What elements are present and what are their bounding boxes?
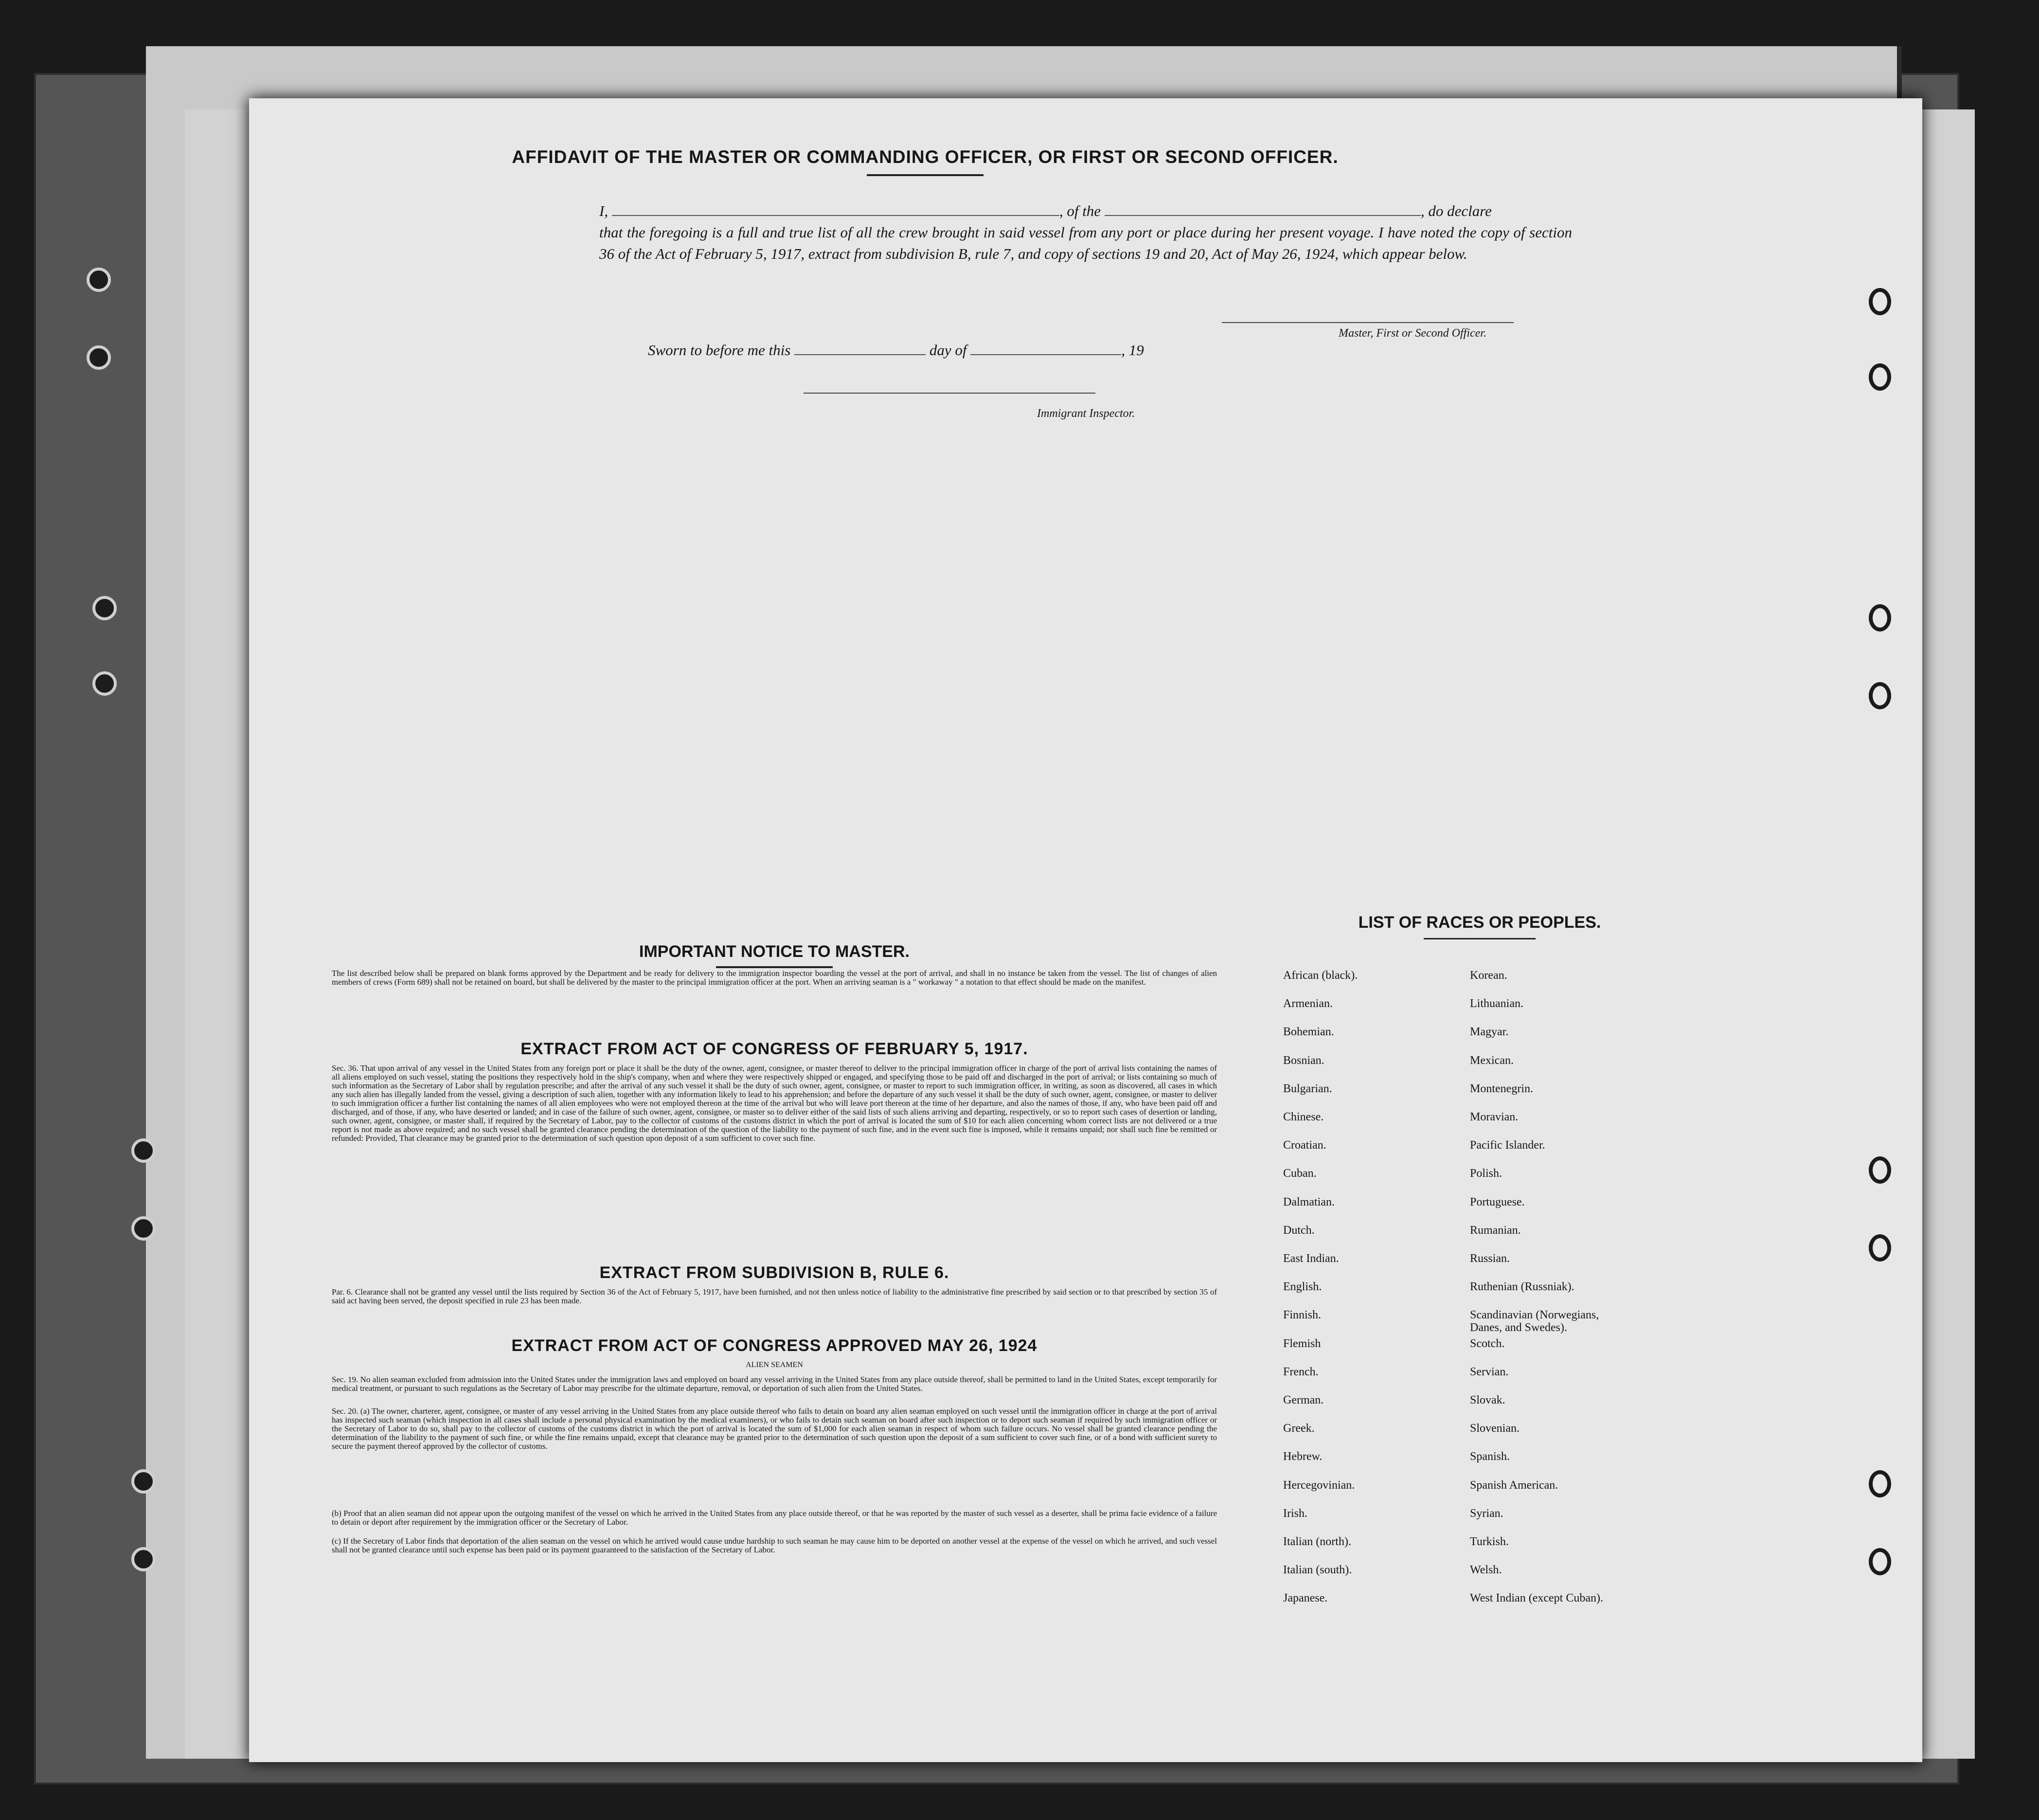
- binder-hole: [131, 1469, 156, 1494]
- do-declare-label: , do declare: [1420, 202, 1492, 219]
- day-of-label: day of: [929, 342, 967, 359]
- declaration-line: [599, 200, 1572, 222]
- race-item: Mexican.: [1470, 1054, 1514, 1067]
- races-title: LIST OF RACES OR PEOPLES.: [1261, 913, 1699, 939]
- race-item: Irish.: [1283, 1507, 1307, 1520]
- race-item: West Indian (except Cuban).: [1470, 1592, 1603, 1604]
- race-item: Japanese.: [1283, 1592, 1328, 1604]
- act-1924-sec19: Sec. 19. No alien seaman excluded from admission into the United States under the immigration laws and employed on board any vessel arriving in the United States from any place outside thereof, shall be permitted to land in the United States, except temporarily for medical treatment, or pursuant to such regulations as the Secretary of Labor may prescribe for the ultimate departure, removal, or deportation of such alien from the United States.: [332, 1375, 1217, 1393]
- binder-hole: [92, 671, 117, 696]
- binder-hole: [131, 1216, 156, 1241]
- act-1924-title: EXTRACT FROM ACT OF CONGRESS APPROVED MAY 26, 1924: [511, 1336, 1037, 1355]
- notice-text: The list described below shall be prepared on blank forms approved by the Department and be ready for delivery to the immigration inspector boarding the vessel at the port of arrival, and shall in no instance be taken from the vessel. The list of changes of alien members of crews (Form 689) shall not be retained on board, but shall be delivered by the master to the principal immigration officer at the port. When an arriving seaman is a " workaway " a notation to that effect should be made on the manifest.: [332, 969, 1217, 987]
- signature-line: [1222, 322, 1514, 323]
- punch-hole: [1869, 1470, 1891, 1497]
- inspector-signature-line: [804, 393, 1095, 394]
- race-item: Croatian.: [1283, 1139, 1326, 1152]
- sworn-line: [648, 342, 1523, 359]
- race-item: Polish.: [1470, 1167, 1502, 1180]
- binder-hole: [92, 596, 117, 620]
- act-1924-sec20c: (c) If the Secretary of Labor finds that deportation of the alien seaman on the vessel on which he arrived would cause undue hardship to such seaman he may cause him to be deported on another vessel at the expense of the vessel on which he arrived, and such vessel shall not be granted clearance until such expense has been paid or its payment guaranteed to the satisfaction of the Secretary of Labor.: [332, 1536, 1217, 1554]
- punch-hole: [1869, 288, 1891, 315]
- i-label: I,: [599, 202, 608, 219]
- binder-hole: [87, 345, 111, 370]
- binder-hole: [131, 1547, 156, 1571]
- inspector-caption: Immigrant Inspector.: [1037, 407, 1135, 420]
- race-item: Korean.: [1470, 969, 1507, 982]
- month-blank: [970, 342, 1121, 355]
- of-the-label: , of the: [1059, 202, 1101, 219]
- race-item: Bosnian.: [1283, 1054, 1324, 1067]
- race-item: Finnish.: [1283, 1309, 1322, 1321]
- act-1924-sec20b: (b) Proof that an alien seaman did not appear upon the outgoing manifest of the vessel on which he arrived in the United States from any place outside thereof, or that he was reported by the master of such vessel as a deserter, shall be prima facie evidence of a failure to detain or deport after requirement by the immigration officer or the Secretary of Labor.: [332, 1509, 1217, 1527]
- race-item: Turkish.: [1470, 1535, 1509, 1548]
- race-item: Bohemian.: [1283, 1026, 1334, 1038]
- race-item: Welsh.: [1470, 1564, 1502, 1576]
- race-item: Syrian.: [1470, 1507, 1503, 1520]
- race-item: Slovak.: [1470, 1394, 1505, 1406]
- race-item: Flemish: [1283, 1337, 1321, 1350]
- race-item: Armenian.: [1283, 997, 1333, 1010]
- binder-hole: [131, 1138, 156, 1163]
- affidavit-body: [599, 200, 1572, 265]
- notice-title: IMPORTANT NOTICE TO MASTER.: [332, 942, 1217, 968]
- race-item: Montenegrin.: [1470, 1082, 1533, 1095]
- race-item: Lithuanian.: [1470, 997, 1523, 1010]
- race-item: Spanish American.: [1470, 1479, 1558, 1492]
- punch-hole: [1869, 682, 1891, 709]
- signature-caption: Master, First or Second Officer.: [1339, 327, 1486, 340]
- race-item: Italian (south).: [1283, 1564, 1352, 1576]
- declaration-text: that the foregoing is a full and true list of all the crew brought in said vessel from any port or place during her present voyage. I have noted the copy of section 36 of the Act of February 5, 1917, extract from subdivision B, rule 7, and copy of sections 19 and 20, Act of May 26, 1924, which appear below.: [599, 224, 1572, 262]
- race-item: English.: [1283, 1280, 1322, 1293]
- race-item: German.: [1283, 1394, 1324, 1406]
- rule-6-text: Par. 6. Clearance shall not be granted any vessel until the lists required by Section 36 of the Act of February 5, 1917, have been furnished, and not then unless notice of liability to the administrative fine prescribed by said section or to that prescribed by section 35 of said act having been served, the deposit specified in rule 23 has been made.: [332, 1287, 1217, 1305]
- day-blank: [794, 342, 926, 355]
- race-item: Scotch.: [1470, 1337, 1505, 1350]
- race-item: Hebrew.: [1283, 1450, 1323, 1463]
- race-item: Dutch.: [1283, 1224, 1315, 1237]
- race-item: Scandinavian (Norwegians, Danes, and Swedes).: [1470, 1309, 1599, 1334]
- punch-hole: [1869, 604, 1891, 631]
- race-item: Dalmatian.: [1283, 1196, 1335, 1208]
- race-item: Spanish.: [1470, 1450, 1510, 1463]
- act-1924-subtitle: ALIEN SEAMEN: [746, 1361, 803, 1369]
- race-item: Cuban.: [1283, 1167, 1317, 1180]
- sworn-prefix: Sworn to before me this: [648, 342, 791, 359]
- punch-hole: [1869, 1234, 1891, 1261]
- race-item: Ruthenian (Russniak).: [1470, 1280, 1574, 1293]
- act-1917-title: EXTRACT FROM ACT OF CONGRESS OF FEBRUARY 5, 1917.: [520, 1040, 1028, 1058]
- race-item: Hercegovinian.: [1283, 1479, 1355, 1492]
- document-page: [249, 98, 1922, 1762]
- punch-hole: [1869, 363, 1891, 391]
- affidavit-title: AFFIDAVIT OF THE MASTER OR COMMANDING OFFICER, OR FIRST OR SECOND OFFICER.: [249, 147, 1601, 176]
- race-item: Chinese.: [1283, 1111, 1324, 1123]
- race-item: African (black).: [1283, 969, 1358, 982]
- punch-hole: [1869, 1156, 1891, 1184]
- race-item: Italian (north).: [1283, 1535, 1351, 1548]
- rule-6-title: EXTRACT FROM SUBDIVISION B, RULE 6.: [599, 1263, 949, 1282]
- race-item: Magyar.: [1470, 1026, 1509, 1038]
- binder-hole: [87, 268, 111, 292]
- race-item: Greek.: [1283, 1422, 1315, 1435]
- race-item: Moravian.: [1470, 1111, 1519, 1123]
- race-item: Rumanian.: [1470, 1224, 1521, 1237]
- race-item: Pacific Islander.: [1470, 1139, 1545, 1152]
- act-1917-text: Sec. 36. That upon arrival of any vessel in the United States from any foreign port or place it shall be the duty of the owner, agent, consignee, or master thereof to deliver to the principal immigration officer in charge of the port of arrival lists containing the names of all aliens employed on such vessel, stating the positions they respectively hold in the ship's company, when and where they were respectively shipped or engaged, and specifying those to be paid off and discharged in the port of arrival; or lists containing so much of such information as the Secretary of Labor shall by regulation prescribe; and after the arrival of any such vessel it shall be the duty of such owner, agent, consignee, or master to report to such immigration officer, in writing, as soon as discovered, all cases in which any such alien has illegally landed from the vessel, giving a description of such alien, together with any information likely to lead to his apprehension; and before the departure of any such vessel it shall be the duty of such owner, agent, consignee, or master to deliver to such immigration officer a further list containing the names of all alien employees who were not employed thereon at the time of the arrival but who will leave port thereon at the time of her departure, and also the names of those, if any, who have been paid off and discharged, and of those, if any, who have deserted or landed; and in case of the failure of such owner, agent, consignee, or master so to deliver either of the said lists of such aliens arriving and departing, respectively, or so to report such cases of desertion or landing, such owner, agent, consignee, or master shall, if required by the Secretary of Labor, pay to the collector of customs of the customs district in which the port of arrival is located the sum of $10 for each alien concerning whom correct lists are not delivered or a true report is not made as above required; and no such vessel shall be granted clearance pending the determination of the question of the liability to the payment of such fine, and in the event such fine is imposed, while it remains unpaid; nor shall such fine be remitted or refunded: Provided, That clearance may be granted prior to the determination of such question upon deposit of a sum sufficient to cover such fine.: [332, 1063, 1217, 1143]
- name-blank: [612, 203, 1059, 216]
- vessel-blank: [1105, 203, 1421, 216]
- year-prefix: , 19: [1121, 342, 1144, 359]
- race-item: Portuguese.: [1470, 1196, 1525, 1208]
- race-item: Slovenian.: [1470, 1422, 1520, 1435]
- punch-hole: [1869, 1548, 1891, 1575]
- race-item: French.: [1283, 1366, 1319, 1378]
- race-item: East Indian.: [1283, 1252, 1339, 1265]
- act-1924-sec20a: Sec. 20. (a) The owner, charterer, agent, consignee, or master of any vessel arriving in the United States from any place outside thereof who fails to detain on board any alien seaman employed on such vessel until the immigration officer in charge at the port of arrival has inspected such seaman (which inspection in all cases shall include a personal physical examination by the medical examiners), or who fails to detain such seaman on board after such inspection or to deport such seaman if required by such immigration officer or the Secretary of Labor to do so, shall pay to the collector of customs of the customs district in which the port of arrival is located the sum of $1,000 for each alien seaman in respect of whom such failure occurs. No vessel shall be granted clearance pending the determination of the liability to the payment of such fine, or while the fine remains unpaid, except that clearance may be granted prior to the determination of such question upon the deposit of a sum sufficient to cover such fine, or of a bond with sufficient surety to secure the payment thereof approved by the collector of customs.: [332, 1406, 1217, 1451]
- race-item: Servian.: [1470, 1366, 1509, 1378]
- race-item: Bulgarian.: [1283, 1082, 1332, 1095]
- race-item: Russian.: [1470, 1252, 1510, 1265]
